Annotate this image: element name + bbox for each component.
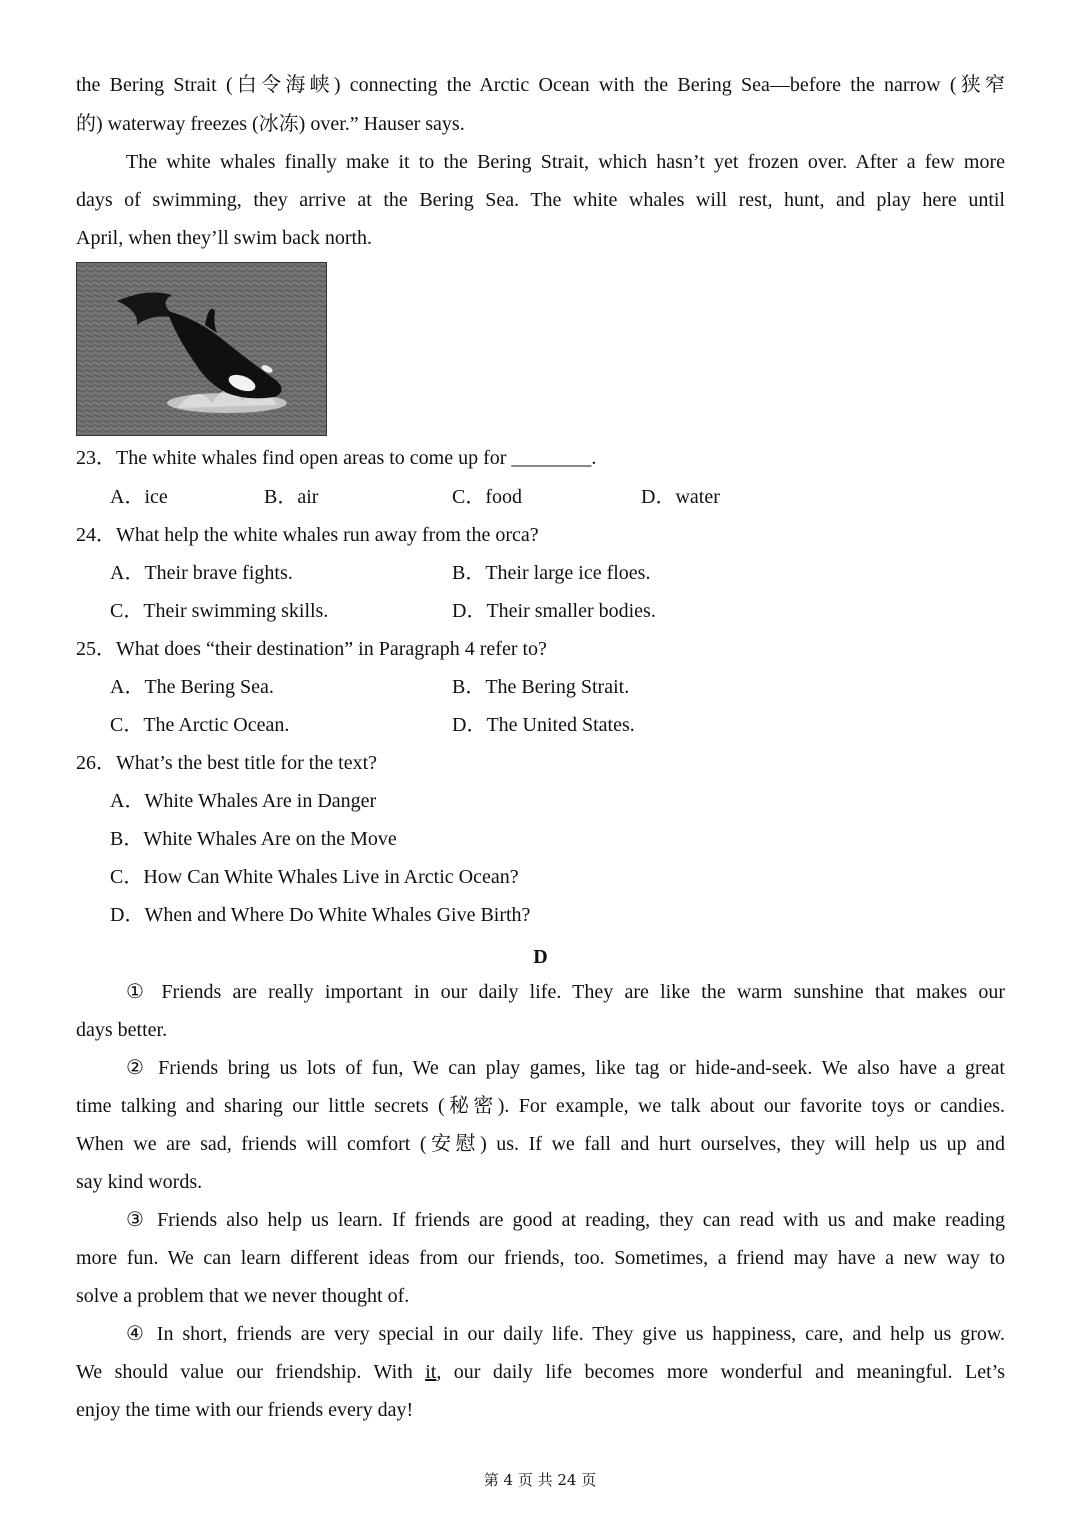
passage-d-paragraph-line: ② Friends bring us lots of fun, We can play games, like tag or hide-and-seek. We also have a great xyxy=(126,1057,1005,1079)
question-24-stem: 24．What help the white whales run away from the orca? xyxy=(76,524,539,546)
text-segment: We should value our friendship. With xyxy=(76,1361,426,1383)
passage-d-paragraph-line: ① Friends are really important in our daily life. They are like the warm sunshine that makes our xyxy=(126,981,1005,1003)
question-25-option-d: D．The United States. xyxy=(452,714,635,736)
question-23-option-d: D．water xyxy=(641,486,720,508)
question-23-option-c: C．food xyxy=(452,486,522,508)
question-25-option-b: B．The Bering Strait. xyxy=(452,676,630,698)
passage-d-paragraph-line: ③ Friends also help us learn. If friends are good at reading, they can read with us and make reading xyxy=(126,1209,1005,1231)
question-25-option-a: A．The Bering Sea. xyxy=(110,676,274,698)
question-23-option-a: A．ice xyxy=(110,486,168,508)
passage-d-paragraph-line xyxy=(76,1359,1005,1385)
orca-illustration xyxy=(77,263,326,435)
underlined-word-it: it xyxy=(425,1361,437,1383)
passage-d-heading: D xyxy=(533,946,548,968)
passage-c-paragraph-line: The white whales finally make it to the Bering Strait, which hasn’t yet frozen over. After a few more xyxy=(126,151,1005,173)
passage-c-paragraph-line: days of swimming, they arrive at the Bering Sea. The white whales will rest, hunt, and play here until xyxy=(76,189,1005,211)
text-segment: , our daily life becomes more wonderful and meaningful. Let’s xyxy=(436,1361,1006,1383)
passage-c-paragraph-line: April, when they’ll swim back north. xyxy=(76,227,373,249)
question-24-option-d: D．Their smaller bodies. xyxy=(452,600,656,622)
passage-d-paragraph-line: ④ In short, friends are very special in our daily life. They give us happiness, care, and help us grow. xyxy=(126,1323,1005,1345)
passage-d-paragraph-line: say kind words. xyxy=(76,1171,203,1193)
passage-d-paragraph-line: days better. xyxy=(76,1019,168,1041)
question-23-stem: 23．The white whales find open areas to come up for ________. xyxy=(76,447,597,469)
question-24-option-c: C．Their swimming skills. xyxy=(110,600,329,622)
question-26-option-d: D．When and Where Do White Whales Give Birth? xyxy=(110,904,531,926)
question-24-option-b: B．Their large ice floes. xyxy=(452,562,651,584)
page-footer: 第 4 页 共 24 页 xyxy=(483,1471,597,1489)
passage-d-paragraph-line: solve a problem that we never thought of. xyxy=(76,1285,410,1307)
question-24-option-a: A．Their brave fights. xyxy=(110,562,293,584)
passage-d-paragraph-line: enjoy the time with our friends every day! xyxy=(76,1399,414,1421)
question-26-option-c: C．How Can White Whales Live in Arctic Ocean? xyxy=(110,866,519,888)
question-25-option-c: C．The Arctic Ocean. xyxy=(110,714,290,736)
passage-c-line: 的) waterway freezes (冰冻) over.” Hauser says. xyxy=(76,113,465,135)
passage-c-line: the Bering Strait (白令海峡) connecting the Arctic Ocean with the Bering Sea—before the narrow (狭窄 xyxy=(76,74,1005,96)
passage-d-paragraph-line: time talking and sharing our little secrets (秘密). For example, we talk about our favorite toys or candies. xyxy=(76,1095,1005,1117)
question-25-stem: 25．What does “their destination” in Paragraph 4 refer to? xyxy=(76,638,547,660)
question-23-option-b: B．air xyxy=(264,486,319,508)
question-26-stem: 26．What’s the best title for the text? xyxy=(76,752,378,774)
passage-d-paragraph-line: When we are sad, friends will comfort (安慰) us. If we fall and hurt ourselves, they will help us up and xyxy=(76,1133,1005,1155)
question-26-option-b: B．White Whales Are on the Move xyxy=(110,828,397,850)
question-26-option-a: A．White Whales Are in Danger xyxy=(110,790,377,812)
passage-d-paragraph-line: more fun. We can learn different ideas from our friends, too. Sometimes, a friend may have a new way to xyxy=(76,1247,1005,1269)
orca-photo xyxy=(76,262,327,436)
